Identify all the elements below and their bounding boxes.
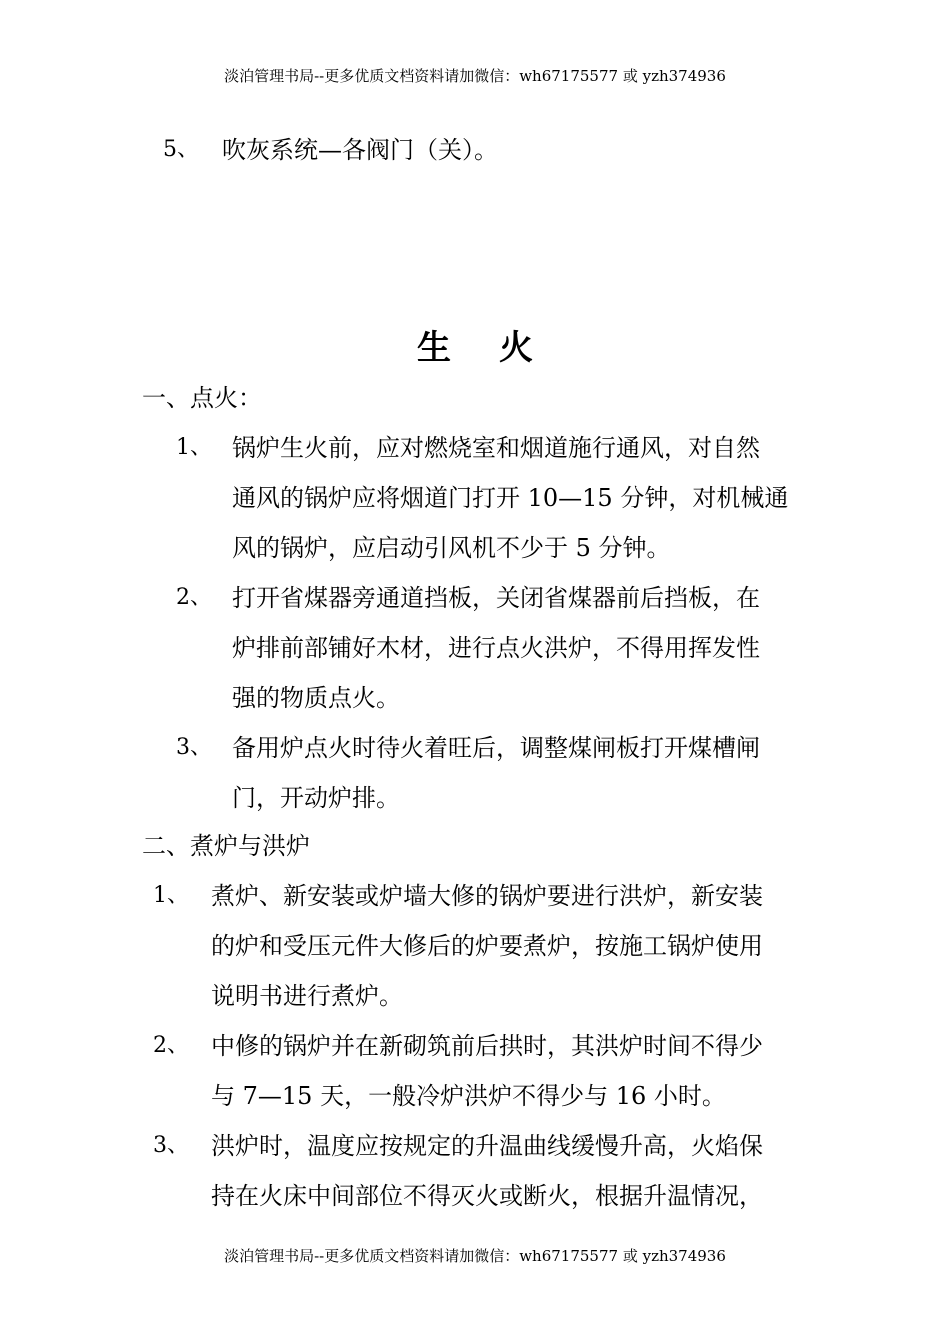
item-number: 3、 <box>176 735 212 760</box>
item-line: 中修的锅炉并在新砌筑前后拱时，其洪炉时间不得少 <box>211 1032 763 1060</box>
item-line: 持在火床中间部位不得灭火或断火，根据升温情况， <box>211 1182 763 1210</box>
item-line: 煮炉、新安装或炉墙大修的锅炉要进行洪炉，新安装 <box>211 882 763 910</box>
page-footer: 淡泊管理书局--更多优质文档资料请加微信：wh67175577 或 yzh374936 <box>224 1247 726 1265</box>
section-heading: 一、点火： <box>142 384 262 412</box>
item-line: 洪炉时，温度应按规定的升温曲线缓慢升高，火焰保 <box>211 1132 763 1160</box>
item-line: 备用炉点火时待火着旺后，调整煤闸板打开煤槽闸 <box>232 734 760 762</box>
item-line: 锅炉生火前，应对燃烧室和烟道施行通风，对自然 <box>232 434 760 462</box>
item-line: 与 7—15 天，一般冷炉洪炉不得少与 16 小时。 <box>211 1082 726 1110</box>
item-line: 门，开动炉排。 <box>232 784 400 812</box>
item-number: 2、 <box>176 585 212 610</box>
item-text: 吹灰系统—各阀门（关）。 <box>222 136 498 164</box>
item-line: 通风的锅炉应将烟道门打开 10—15 分钟，对机械通 <box>232 484 789 512</box>
item-line: 炉排前部铺好木材，进行点火洪炉，不得用挥发性 <box>232 634 760 662</box>
item-number: 3、 <box>153 1133 189 1158</box>
item-number: 2、 <box>153 1033 189 1058</box>
page-title: 生火 <box>417 328 581 368</box>
item-line: 打开省煤器旁通道挡板，关闭省煤器前后挡板，在 <box>232 584 760 612</box>
page-header: 淡泊管理书局--更多优质文档资料请加微信：wh67175577 或 yzh374936 <box>224 67 726 85</box>
item-line: 风的锅炉，应启动引风机不少于 5 分钟。 <box>232 534 671 562</box>
item-number: 1、 <box>153 883 189 908</box>
item-line: 说明书进行煮炉。 <box>211 982 403 1010</box>
item-number: 5、 <box>163 137 199 162</box>
item-number: 1、 <box>176 435 212 460</box>
section-heading: 二、煮炉与洪炉 <box>142 832 310 860</box>
item-line: 强的物质点火。 <box>232 684 400 712</box>
item-line: 的炉和受压元件大修后的炉要煮炉，按施工锅炉使用 <box>211 932 763 960</box>
